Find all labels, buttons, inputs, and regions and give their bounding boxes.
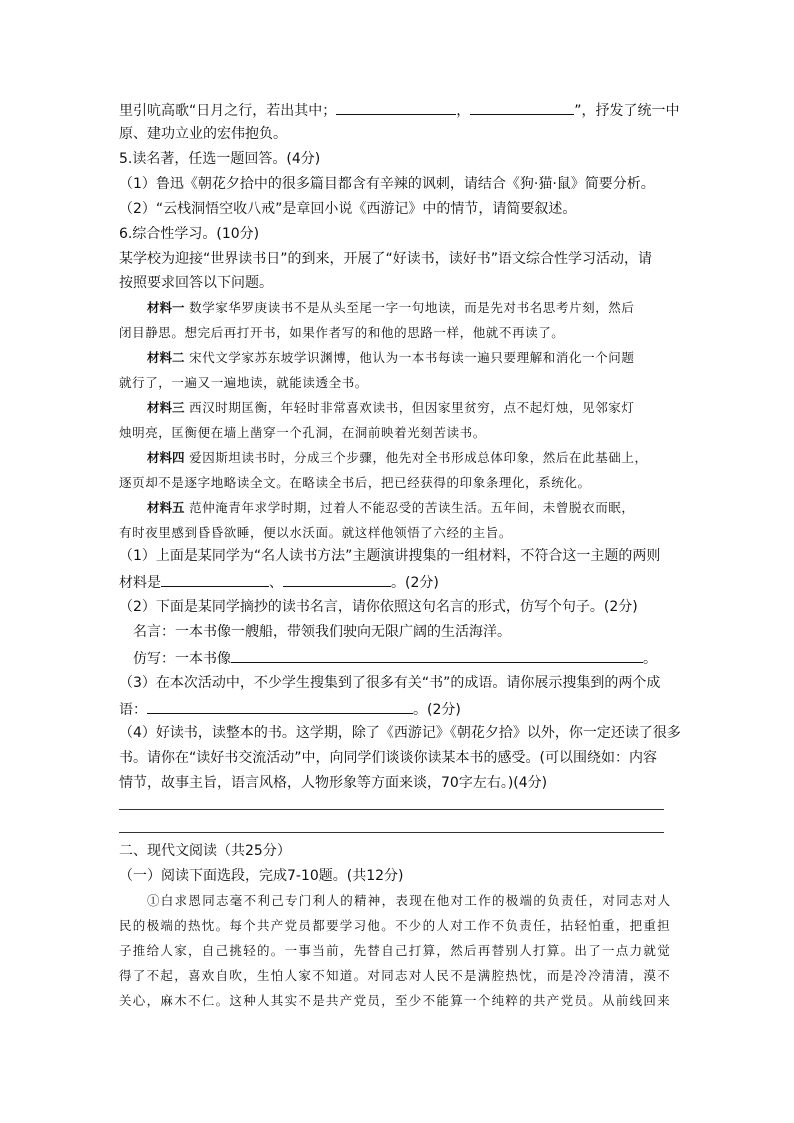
q6-sub2-prompt: （2）下面是某同学摘抄的读书名言，请你依照这句名言的形式，仿写个句子。(2分) <box>119 599 638 615</box>
material-text: 爱因斯坦读书时，分成三个步骤，他先对全书形成总体印象，然后在此基础上， <box>184 450 648 465</box>
material-label: 材料四 <box>147 450 185 465</box>
q6-sub3-text: 。(2分) <box>413 702 461 718</box>
q6-sub4-line1: （4）好读书，读整本的书。这学期，除了《西游记》《朝花夕拾》以外，你一定还读了很多 <box>119 725 681 741</box>
material-5-line1 <box>147 499 635 517</box>
material-4-line1 <box>147 449 648 467</box>
q6-sub1-text: 、 <box>269 575 283 591</box>
q6-sub1-line1: （1）上面是某同学为“名人读书方法”主题演讲搜集的一组材料，不符合这一主题的两则 <box>119 548 661 564</box>
q6-sub3-line1: （3）在本次活动中，不少学生搜集到了很多有关“书”的成语。请你展示搜集到的两个成 <box>119 675 661 691</box>
q6-sub4-line3: 情节，故事主旨，语言风格，人物形象等方面来谈，70字左右。)(4分) <box>119 775 548 791</box>
material-label: 材料三 <box>147 400 185 415</box>
material-label: 材料五 <box>147 500 185 515</box>
q6-sub4-line2: 书。请你在“读好书交流活动”中，向同学们谈谈你读某本书的感受。(可以围绕如：内容 <box>119 750 657 766</box>
q6-intro-line2: 按照要求回答以下问题。 <box>119 275 273 291</box>
section-heading: 二、现代文阅读（共25分） <box>119 843 291 859</box>
answer-blank[interactable] <box>336 100 456 115</box>
answer-line[interactable] <box>119 809 664 810</box>
q6-sub2-imitation <box>133 648 657 668</box>
material-5-line2: 有时夜里感到昏昏欲睡，便以水沃面。就这样他领悟了六经的主旨。 <box>119 525 513 540</box>
material-text: 宋代文学家苏东坡学识渊博，他认为一本书每读一遍只要理解和消化一个问题 <box>184 350 635 365</box>
passage-line: 子推给人家，自己挑轻的。一事当前，先替自己打算，然后再替别人打算。出了一点力就觉 <box>119 943 672 958</box>
q6-sub3-text: 语： <box>119 702 147 718</box>
material-3-line1 <box>147 399 635 417</box>
answer-blank[interactable] <box>231 648 643 663</box>
answer-blank[interactable] <box>470 100 574 115</box>
q5-option-2: （2）“云栈洞悟空收八戒”是章回小说《西游记》中的情节，请简要叙述。 <box>119 201 577 217</box>
passage-line: 关心，麻木不仁。这种人其实不是共产党员，至少不能算一个纯粹的共产党员。从前线回来 <box>119 993 672 1008</box>
material-4-line2: 逐页却不是逐字地略读全文。在略读全书后，把已经获得的印象条理化，系统化。 <box>119 475 591 490</box>
q5-option-1: （1）鲁迅《朝花夕拾中的很多篇目都含有辛辣的讽刺，请结合《狗·猫·鼠》简要分析。 <box>119 176 655 192</box>
material-text: 范仲淹青年求学时期，过着人不能忍受的苦读生活。五年间，未曾脱衣而眠， <box>184 500 635 515</box>
passage-line: 民的极端的热忱。每个共产党员都要学习他。不少的人对工作不负责任，拈轻怕重，把重担 <box>119 918 672 933</box>
material-1-line1 <box>147 299 635 317</box>
section-subheading: （一）阅读下面选段，完成7-10题。(共12分) <box>119 868 404 884</box>
q4-text: 里引吭高歌“日月之行，若出其中； <box>119 103 337 119</box>
q6-sub3-line2 <box>119 699 461 719</box>
material-label: 材料一 <box>147 300 185 315</box>
q6-title: 6.综合性学习。(10分) <box>119 226 260 242</box>
q4-text: ”，抒发了统一中 <box>574 103 680 119</box>
material-text: 西汉时期匡衡，年轻时非常喜欢读书，但因家里贫穷，点不起灯烛，见邻家灯 <box>184 400 635 415</box>
answer-blank[interactable] <box>161 572 269 587</box>
material-1-line2: 闭目静思。想完后再打开书，如果作者写的和他的思路一样，他就不再读了。 <box>119 325 565 340</box>
q6-sub1-line2 <box>119 572 439 592</box>
material-3-line2: 烛明亮，匡衡便在墙上凿穿一个孔洞，在洞前映着光刻苦读书。 <box>119 425 486 440</box>
q6-sub2-quote: 名言：一本书像一艘船，带领我们驶向无限广阔的生活海洋。 <box>133 624 511 640</box>
answer-blank[interactable] <box>147 699 413 714</box>
q5-title: 5.读名著，任选一题回答。(4分) <box>119 151 321 167</box>
q4-continuation-line1 <box>119 100 680 120</box>
q6-intro-line1: 某学校为迎接“世界读书日”的到来，开展了“好读书，读好书”语文综合性学习活动，请 <box>119 251 653 267</box>
q4-text: ， <box>456 103 471 119</box>
q6-sub2-text: 仿写：一本书像 <box>133 651 231 667</box>
material-2-line1 <box>147 349 635 367</box>
passage-line: ①白求恩同志毫不利己专门利人的精神，表现在他对工作的极端的负责任，对同志对人 <box>147 893 672 908</box>
q6-sub1-text: 材料是 <box>119 575 161 591</box>
q6-sub2-text: 。 <box>643 651 657 667</box>
answer-line[interactable] <box>119 832 664 833</box>
q4-continuation-line2: 原、建功立业的宏伟抱负。 <box>119 126 287 142</box>
material-label: 材料二 <box>147 350 185 365</box>
q6-sub1-text: 。(2分) <box>391 575 439 591</box>
answer-blank[interactable] <box>283 572 391 587</box>
passage-line: 得了不起，喜欢自吹，生怕人家不知道。对同志对人民不是满腔热忱，而是冷冷清清，漠不 <box>119 968 672 983</box>
material-2-line2: 就行了，一遍又一遍地读，就能读透全书。 <box>119 375 368 390</box>
material-text: 数学家华罗庚读书不是从头至尾一字一句地读，而是先对书名思考片刻，然后 <box>184 300 635 315</box>
